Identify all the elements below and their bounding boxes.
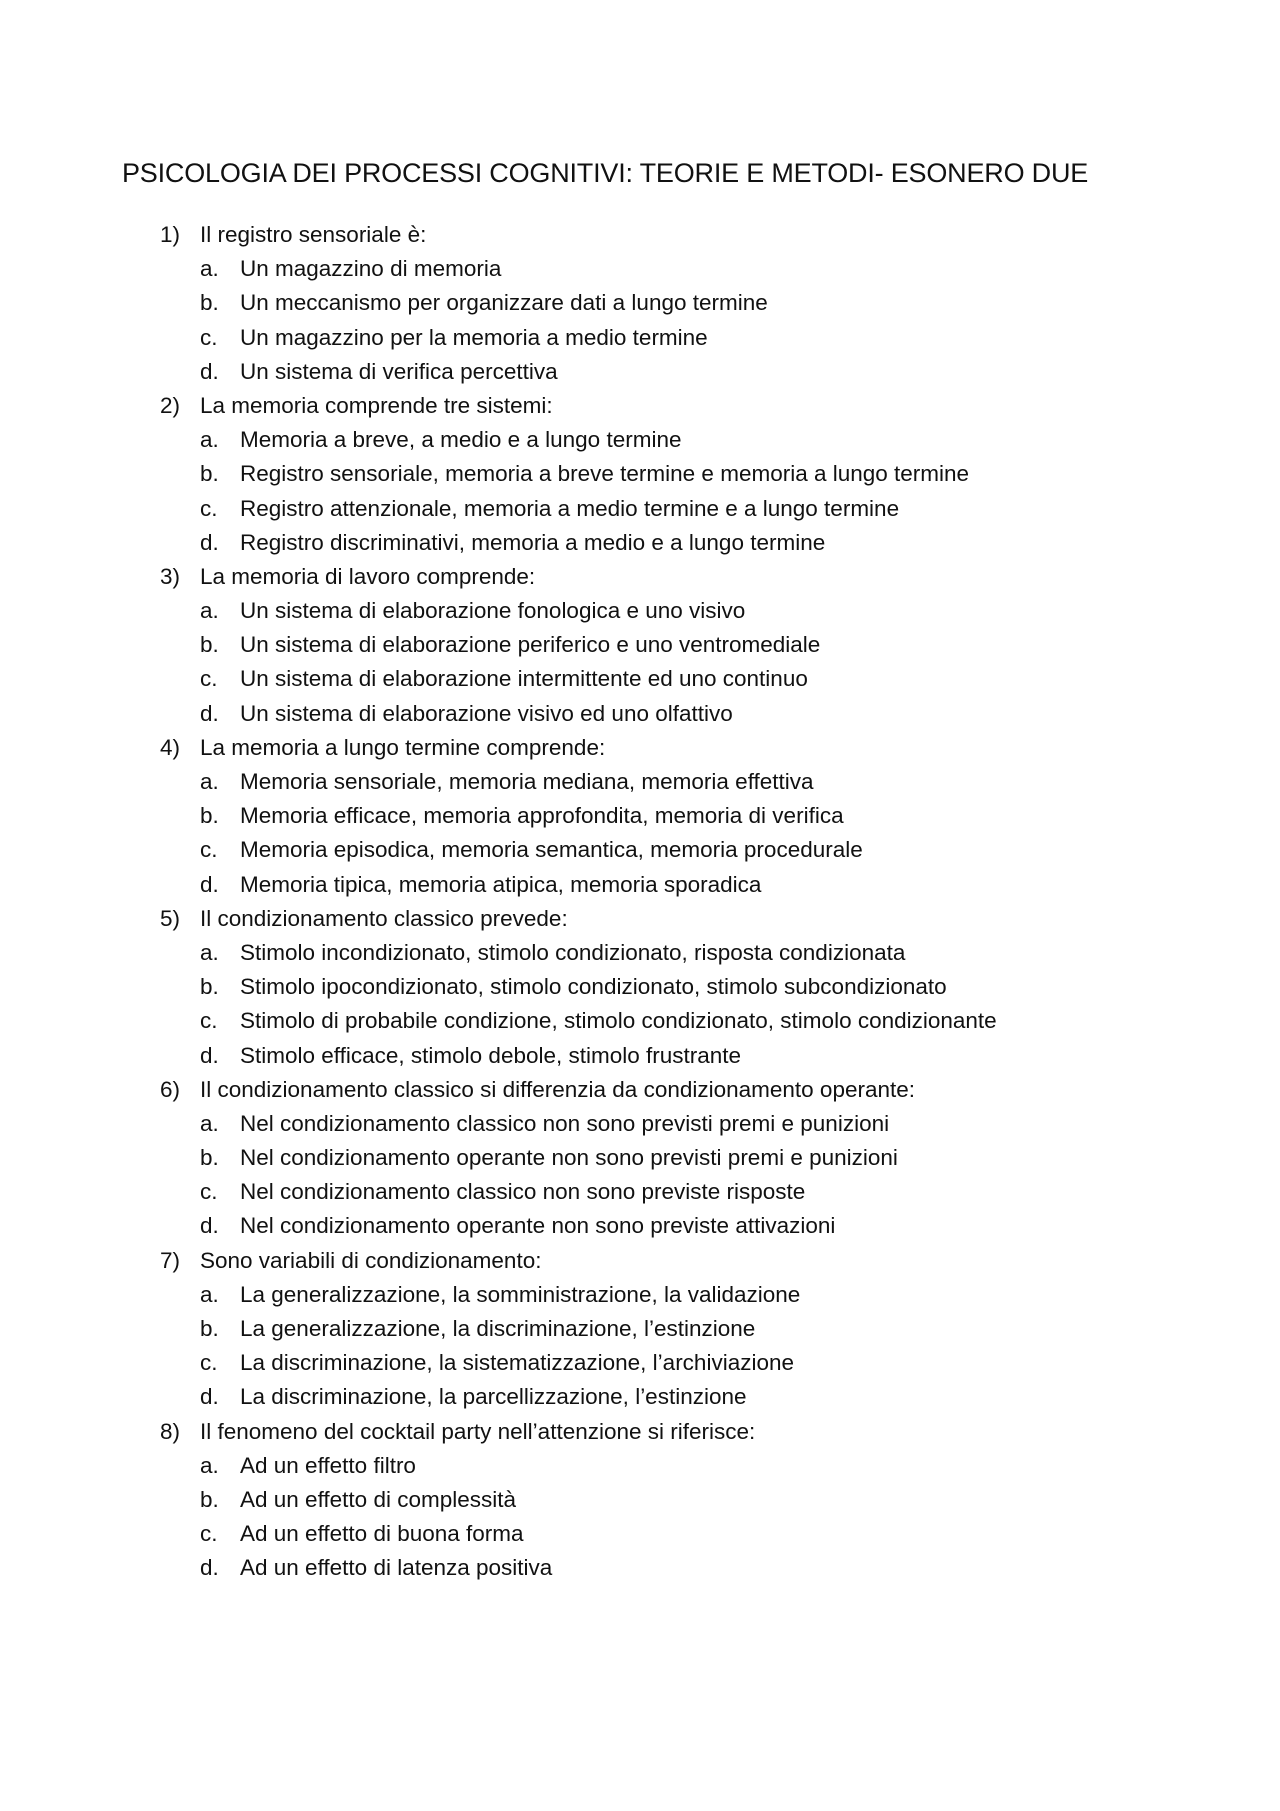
- option-text: Nel condizionamento classico non sono previsti premi e punizioni: [240, 1110, 890, 1136]
- question-number: 3): [160, 563, 181, 589]
- option-text: Ad un effetto di complessità: [240, 1486, 516, 1512]
- answer-option: [0, 765, 1280, 799]
- option-text: Memoria episodica, memoria semantica, memoria procedurale: [240, 837, 863, 863]
- option-text: Ad un effetto di buona forma: [240, 1521, 524, 1547]
- option-text: Un magazzino per la memoria a medio termine: [240, 324, 708, 350]
- option-text: Un sistema di elaborazione visivo ed uno olfattivo: [240, 700, 733, 726]
- option-text: Memoria sensoriale, memoria mediana, memoria effettiva: [240, 769, 814, 794]
- option-text: Memoria efficace, memoria approfondita, memoria di verifica: [240, 803, 844, 829]
- question-number: 6): [160, 1076, 181, 1102]
- option-letter: d.: [200, 871, 219, 897]
- question-list: [0, 218, 1280, 1586]
- option-letter: d.: [200, 1042, 219, 1068]
- question-2: [0, 389, 1280, 423]
- option-letter: c.: [200, 324, 218, 350]
- answer-option: [0, 1380, 1280, 1414]
- question-text: La memoria comprende tre sistemi:: [200, 392, 553, 418]
- answer-option: [0, 423, 1280, 457]
- option-letter: b.: [200, 1486, 219, 1512]
- option-text: Ad un effetto filtro: [240, 1452, 416, 1478]
- answer-option: [0, 1483, 1280, 1517]
- question-text: Il registro sensoriale è:: [200, 222, 427, 247]
- question-text: La memoria di lavoro comprende:: [200, 563, 536, 589]
- option-text: Nel condizionamento classico non sono previste risposte: [240, 1179, 806, 1205]
- answer-option: [0, 1141, 1280, 1175]
- question-6: [0, 1073, 1280, 1107]
- option-letter: d.: [200, 529, 219, 555]
- question-8: [0, 1415, 1280, 1449]
- option-letter: a.: [200, 769, 219, 794]
- option-text: Un sistema di elaborazione fonologica e uno visivo: [240, 598, 746, 624]
- answer-option: [0, 1346, 1280, 1380]
- answer-option: [0, 628, 1280, 662]
- answer-option: [0, 970, 1280, 1004]
- option-text: Memoria tipica, memoria atipica, memoria sporadica: [240, 871, 762, 897]
- option-text: Registro attenzionale, memoria a medio termine e a lungo termine: [240, 495, 900, 521]
- answer-option: [0, 662, 1280, 696]
- option-letter: a.: [200, 939, 219, 965]
- option-letter: d.: [200, 1384, 219, 1410]
- option-letter: c.: [200, 495, 218, 521]
- option-letter: b.: [200, 974, 219, 1000]
- option-text: Nel condizionamento operante non sono previste attivazioni: [240, 1213, 836, 1239]
- answer-option: [0, 1517, 1280, 1551]
- answer-option: [0, 594, 1280, 628]
- question-5: [0, 902, 1280, 936]
- option-letter: d.: [200, 1555, 219, 1581]
- answer-option: [0, 252, 1280, 286]
- answer-option: [0, 526, 1280, 560]
- option-letter: b.: [200, 461, 219, 487]
- document-title: PSICOLOGIA DEI PROCESSI COGNITIVI: TEORIE E METODI- ESONERO DUE: [122, 158, 1089, 188]
- answer-option: [0, 868, 1280, 902]
- option-letter: b.: [200, 290, 219, 316]
- option-letter: c.: [200, 1008, 218, 1034]
- option-letter: c.: [200, 1521, 218, 1547]
- question-number: 8): [160, 1418, 181, 1444]
- option-letter: a.: [200, 427, 219, 453]
- option-text: La generalizzazione, la discriminazione, l’estinzione: [240, 1316, 756, 1341]
- question-text: Il fenomeno del cocktail party nell’attenzione si riferisce:: [200, 1418, 756, 1444]
- option-letter: c.: [200, 666, 218, 692]
- answer-option: [0, 355, 1280, 389]
- option-text: Registro sensoriale, memoria a breve termine e memoria a lungo termine: [240, 461, 970, 487]
- option-letter: c.: [200, 837, 218, 863]
- option-text: Memoria a breve, a medio e a lungo termine: [240, 427, 682, 453]
- option-letter: b.: [200, 1316, 219, 1341]
- option-text: Stimolo efficace, stimolo debole, stimolo frustrante: [240, 1042, 742, 1068]
- answer-option: [0, 1209, 1280, 1243]
- option-letter: a.: [200, 1452, 219, 1478]
- option-letter: d.: [200, 1213, 219, 1239]
- option-letter: d.: [200, 358, 219, 384]
- answer-option: [0, 1175, 1280, 1209]
- answer-option: [0, 799, 1280, 833]
- option-letter: c.: [200, 1350, 218, 1376]
- option-letter: a.: [200, 1281, 219, 1307]
- option-text: Nel condizionamento operante non sono previsti premi e punizioni: [240, 1145, 898, 1171]
- answer-option: [0, 1312, 1280, 1346]
- answer-option: [0, 833, 1280, 867]
- question-number: 2): [160, 392, 181, 418]
- answer-option: [0, 321, 1280, 355]
- option-text: Un sistema di elaborazione intermittente ed uno continuo: [240, 666, 808, 692]
- question-7: [0, 1244, 1280, 1278]
- question-number: 1): [160, 222, 181, 247]
- answer-option: [0, 1551, 1280, 1585]
- answer-option: [0, 697, 1280, 731]
- option-letter: c.: [200, 1179, 218, 1205]
- option-text: Stimolo di probabile condizione, stimolo condizionato, stimolo condizionante: [240, 1008, 997, 1034]
- answer-option: [0, 457, 1280, 491]
- answer-option: [0, 1004, 1280, 1038]
- answer-option: [0, 1449, 1280, 1483]
- question-number: 5): [160, 905, 181, 931]
- option-text: La generalizzazione, la somministrazione, la validazione: [240, 1281, 801, 1307]
- question-number: 7): [160, 1247, 181, 1273]
- answer-option: [0, 1278, 1280, 1312]
- question-4: [0, 731, 1280, 765]
- answer-option: [0, 936, 1280, 970]
- option-letter: b.: [200, 1145, 219, 1171]
- option-text: Registro discriminativi, memoria a medio e a lungo termine: [240, 529, 826, 555]
- option-text: Stimolo ipocondizionato, stimolo condizionato, stimolo subcondizionato: [240, 974, 947, 1000]
- option-text: La discriminazione, la sistematizzazione, l’archiviazione: [240, 1350, 794, 1376]
- question-1: [0, 218, 1280, 252]
- question-text: Il condizionamento classico si differenzia da condizionamento operante:: [200, 1076, 916, 1102]
- option-text: La discriminazione, la parcellizzazione, l’estinzione: [240, 1384, 747, 1410]
- option-text: Un sistema di verifica percettiva: [240, 358, 558, 384]
- answer-option: [0, 1107, 1280, 1141]
- answer-option: [0, 286, 1280, 320]
- option-text: Un magazzino di memoria: [240, 256, 502, 282]
- question-text: La memoria a lungo termine comprende:: [200, 734, 606, 760]
- question-text: Sono variabili di condizionamento:: [200, 1247, 542, 1273]
- option-letter: a.: [200, 598, 219, 624]
- option-letter: b.: [200, 632, 219, 658]
- question-3: [0, 560, 1280, 594]
- option-text: Un meccanismo per organizzare dati a lungo termine: [240, 290, 768, 316]
- answer-option: [0, 1039, 1280, 1073]
- option-text: Ad un effetto di latenza positiva: [240, 1555, 553, 1581]
- option-letter: a.: [200, 256, 219, 282]
- option-text: Un sistema di elaborazione periferico e uno ventromediale: [240, 632, 821, 658]
- option-letter: b.: [200, 803, 219, 829]
- question-number: 4): [160, 734, 181, 760]
- question-text: Il condizionamento classico prevede:: [200, 905, 568, 931]
- option-text: Stimolo incondizionato, stimolo condizionato, risposta condizionata: [240, 939, 906, 965]
- answer-option: [0, 492, 1280, 526]
- option-letter: d.: [200, 700, 219, 726]
- option-letter: a.: [200, 1110, 219, 1136]
